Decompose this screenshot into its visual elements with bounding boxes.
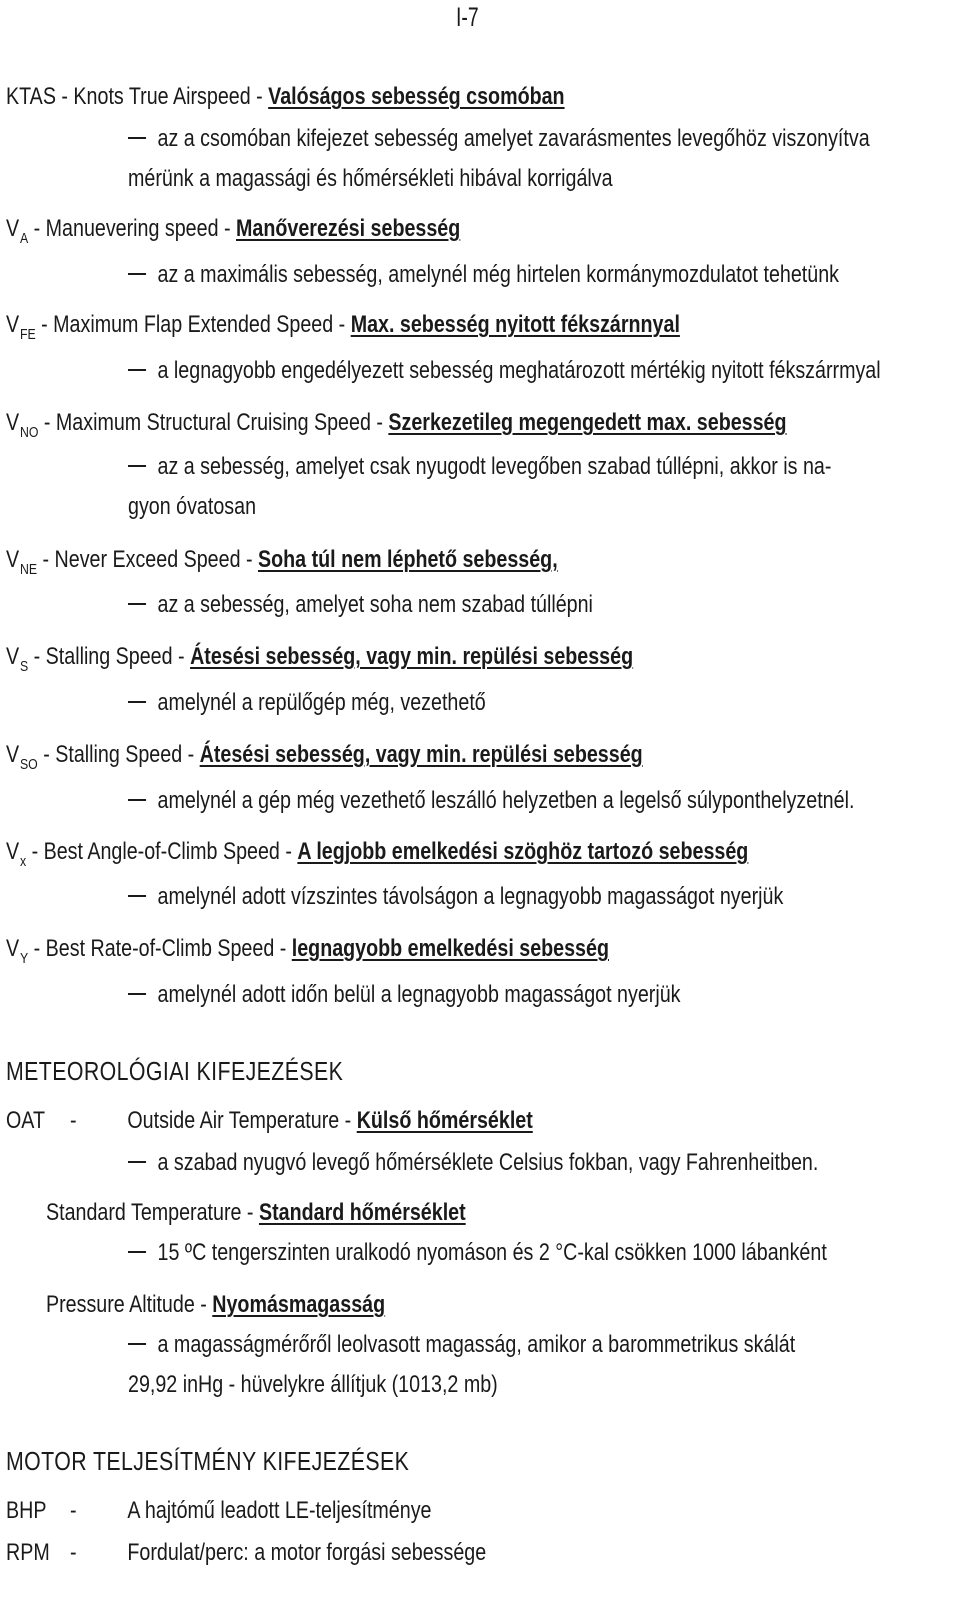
speed-term-vs [6,642,633,675]
term-english: - Never Exceed Speed - [37,546,259,573]
speed-term-vx [6,837,748,870]
term-abbr: V [6,838,20,865]
speed-term-ktas [6,82,565,112]
definition [128,882,783,912]
term-hungarian: Valóságos sebesség csomóban [268,83,565,110]
term-hungarian: Soha túl nem léphető sebesség, [258,546,558,573]
dash-mark [128,273,146,275]
dash-mark [128,465,146,467]
definition [128,260,839,290]
section-heading-motor: MOTOR TELJESÍTMÉNY KIFEJEZÉSEK [6,1446,410,1476]
term-english: - Manuevering speed - [28,215,237,242]
definition [128,452,831,482]
term-abbr: V [6,643,20,670]
motor-term-rpm [6,1538,486,1568]
term-abbr: RPM [6,1539,50,1566]
definition [128,1238,827,1268]
definition-text: a magasságmérőről leolvasott magasság, amikor a barommetrikus skálát [157,1331,796,1358]
term-abbr: V [6,935,20,962]
term-english: Outside Air Temperature - [127,1107,357,1134]
definition-text: a szabad nyugvó levegő hőmérséklete Celsius fokban, vagy Fahrenheitben. [157,1149,819,1176]
term-abbr: V [6,311,20,338]
term-hungarian: legnagyobb emelkedési sebesség [291,935,609,962]
term-english: - Stalling Speed - [28,643,191,670]
dash-mark [128,799,146,801]
term-english: - Maximum Structural Cruising Speed - [38,409,389,436]
definition [128,688,486,718]
term-subscript: NO [19,424,39,441]
term-abbr: V [6,409,20,436]
page-number: I-7 [456,2,479,32]
term-subscript: NE [19,561,38,578]
definition-text: amelynél a gép még vezethető leszálló helyzetben a legelső súlyponthelyzetnél. [157,787,855,814]
term-separator: - [69,1539,77,1566]
dash-mark [128,895,146,897]
term-abbr: OAT [6,1107,46,1134]
speed-term-vfe [6,310,680,343]
definition-text: amelynél adott időn belül a legnagyobb magasságot nyerjük [157,981,681,1008]
dash-mark [128,1161,146,1163]
definition-text: az a maximális sebesség, amelynél még hirtelen kormánymozdulatot tehetünk [157,261,840,288]
term-hungarian: Max. sebesség nyitott fékszárnnyal [350,311,680,338]
speed-term-vno [6,408,787,441]
term-english: - Knots True Airspeed - [55,83,269,110]
term-subscript: FE [19,326,36,343]
speed-term-vso [6,740,643,773]
term-english: Pressure Altitude - [46,1291,213,1318]
dash-mark [128,1343,146,1345]
term-hungarian: Manőverezési sebesség [236,215,461,242]
definition [128,590,593,620]
dash-mark [128,603,146,605]
speed-term-vne [6,545,558,578]
term-english: - Stalling Speed - [37,741,200,768]
definition-text: az a sebesség, amelyet soha nem szabad túllépni [157,591,593,618]
speed-term-va [6,214,460,247]
term-english: - Maximum Flap Extended Speed - [35,311,351,338]
term-hungarian: Külső hőmérséklet [356,1107,533,1134]
definition-text: amelynél a repülőgép még, vezethető [157,689,486,716]
term-subscript: x [19,853,27,870]
definition-cont: gyon óvatosan [128,493,257,520]
motor-term-bhp [6,1496,431,1526]
term-description: A hajtómű leadott LE-teljesítménye [127,1497,432,1524]
meteo-term-oat [6,1106,533,1136]
definition-text: a legnagyobb engedélyezett sebesség meghatározott mértékig nyitott fékszárrmyal [157,357,881,384]
term-english: - Best Rate-of-Climb Speed - [28,935,292,962]
definition-cont: 29,92 inHg - hüvelykre állítjuk (1013,2 mb) [128,1371,498,1398]
term-abbr: BHP [6,1497,47,1524]
definition [128,786,854,816]
term-abbr: KTAS [6,83,56,110]
term-hungarian: Szerkezetileg megengedett max. sebesség [388,409,787,436]
term-hungarian: Nyomásmagasság [212,1291,386,1318]
dash-mark [128,701,146,703]
definition-text: az a csomóban kifejezet sebesség amelyet zavarásmentes levegőhöz viszonyítva [157,125,870,152]
term-subscript: Y [19,950,29,967]
definition [128,356,881,386]
dash-mark [128,369,146,371]
definition-text: az a sebesség, amelyet csak nyugodt levegőben szabad túllépni, akkor is na- [157,453,832,480]
speed-term-vy [6,934,609,967]
term-abbr: V [6,215,20,242]
term-subscript: A [19,230,29,247]
definition [128,1148,818,1178]
dash-mark [128,993,146,995]
term-english: - Best Angle-of-Climb Speed - [26,838,298,865]
term-description: Fordulat/perc: a motor forgási sebessége [127,1539,487,1566]
term-hungarian: Átesési sebesség, vagy min. repülési sebesség [199,741,643,768]
term-subscript: S [19,658,29,675]
section-heading-meteo: METEOROLÓGIAI KIFEJEZÉSEK [6,1056,344,1086]
term-separator: - [69,1107,77,1134]
dash-mark [128,137,146,139]
definition [128,980,680,1010]
term-english: Standard Temperature - [46,1199,259,1226]
term-hungarian: Átesési sebesség, vagy min. repülési sebesség [190,643,634,670]
meteo-term-pressure-altitude [46,1290,385,1320]
definition-cont: mérünk a magassági és hőmérsékleti hibával korrigálva [128,165,613,192]
definition [128,124,870,154]
definition [128,1330,795,1360]
term-subscript: SO [19,756,38,773]
term-abbr: V [6,546,20,573]
definition-text: 15 ºC tengerszinten uralkodó nyomáson és 2 °C-kal csökken 1000 lábanként [157,1239,827,1266]
term-separator: - [69,1497,77,1524]
definition-text: amelynél adott vízszintes távolságon a legnagyobb magasságot nyerjük [157,883,784,910]
term-hungarian: A legjobb emelkedési szöghöz tartozó sebesség [297,838,749,865]
meteo-term-standard-temperature [46,1198,466,1228]
term-hungarian: Standard hőmérséklet [258,1199,466,1226]
dash-mark [128,1251,146,1253]
term-abbr: V [6,741,20,768]
